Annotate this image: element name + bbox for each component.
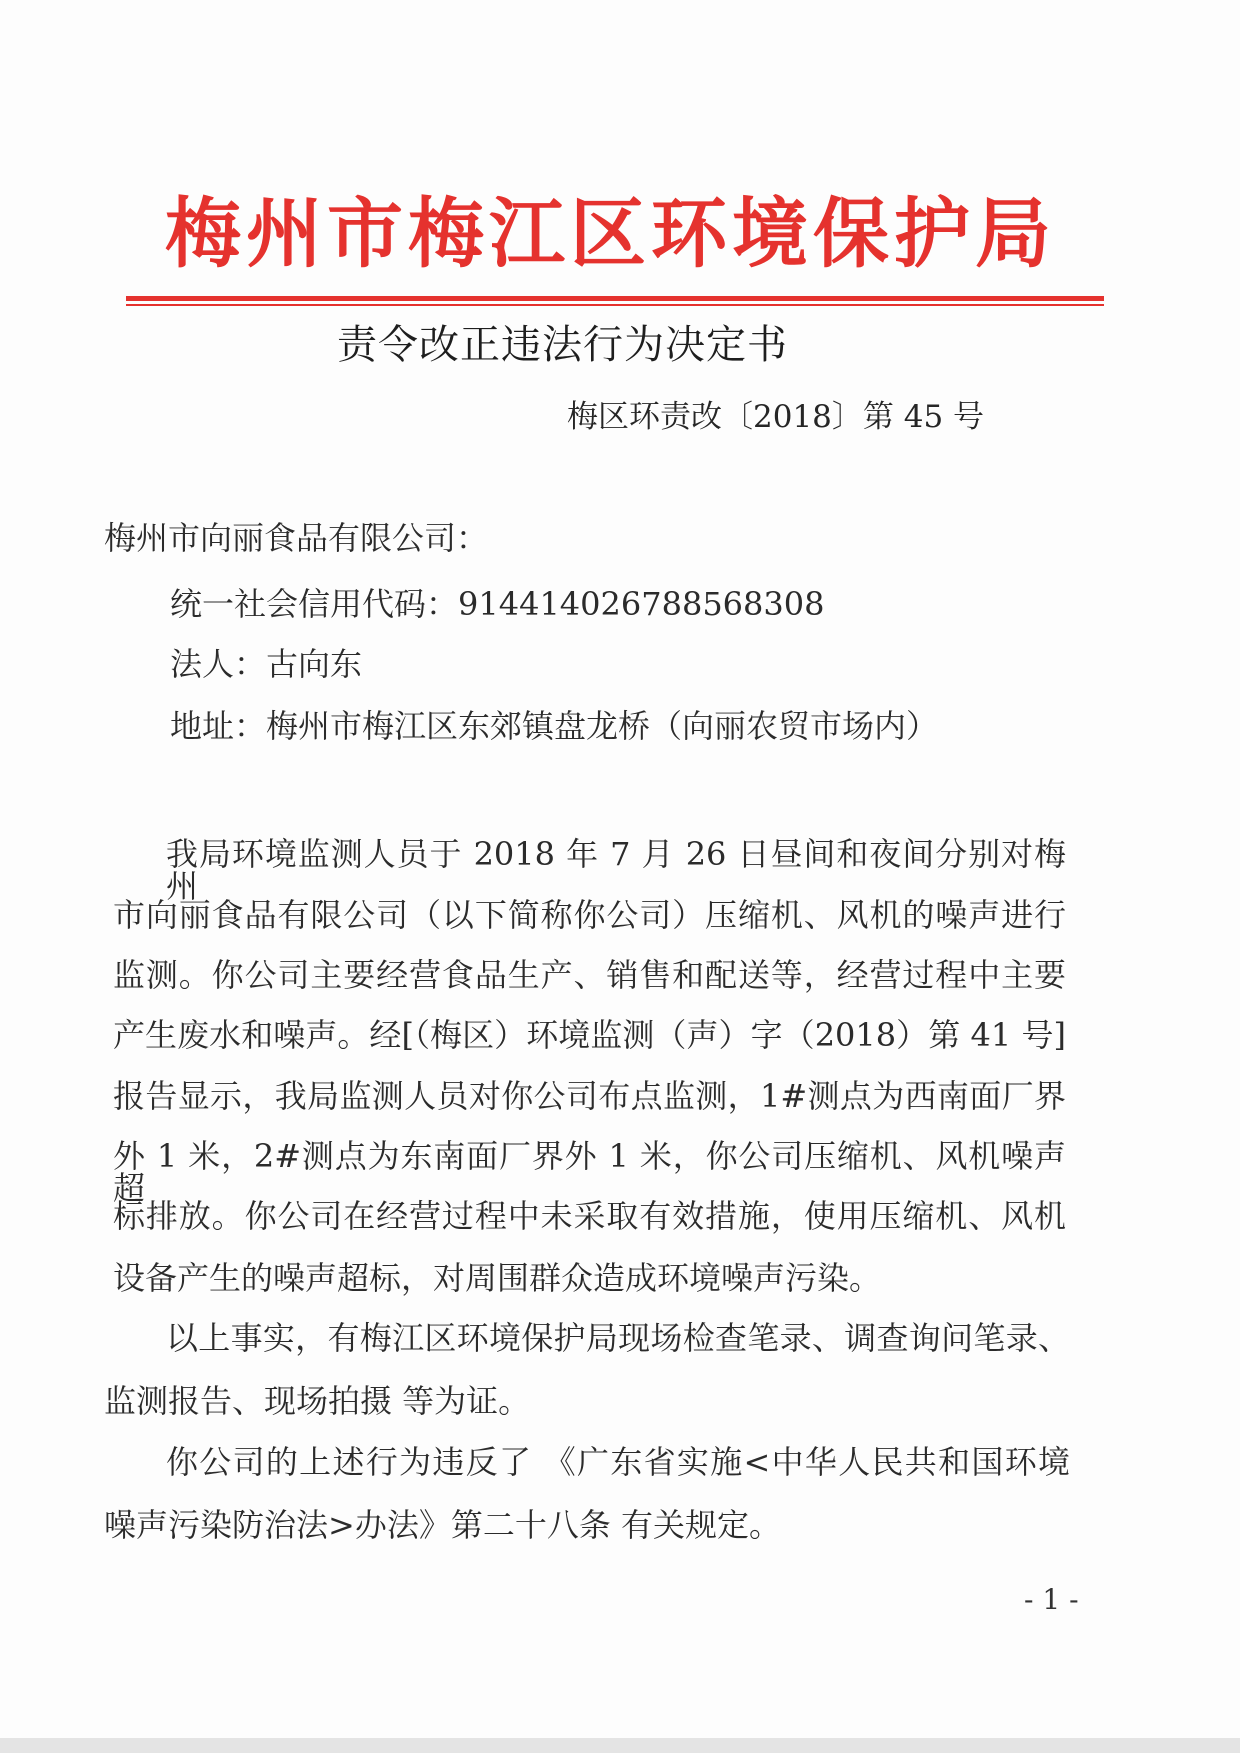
paragraph-line: 市向丽食品有限公司（以下简称你公司）压缩机、风机的噪声进行 xyxy=(113,896,1066,934)
paragraph-line: 以上事实，有梅江区环境保护局现场检查笔录、调查询问笔录、 xyxy=(166,1319,1070,1357)
address-line: 地址：梅州市梅江区东郊镇盘龙桥（向丽农贸市场内） xyxy=(170,707,939,745)
red-header-rule-thin xyxy=(126,304,1104,306)
recipient-company: 梅州市向丽食品有限公司： xyxy=(104,519,489,557)
paragraph-line: 噪声污染防治法>办法》第二十八条 有关规定。 xyxy=(104,1506,781,1544)
legal-person-line: 法人：古向东 xyxy=(170,645,363,683)
issuing-agency-title: 梅州市梅江区环境保护局 xyxy=(165,189,1056,278)
paragraph-line: 监测。你公司主要经营食品生产、销售和配送等，经营过程中主要 xyxy=(113,956,1066,994)
document-title: 责令改正违法行为决定书 xyxy=(337,322,788,368)
paragraph-line: 产生废水和噪声。经[（梅区）环境监测（声）字（2018）第 41 号] xyxy=(113,1016,1066,1054)
paragraph-line: 标排放。你公司在经营过程中未采取有效措施，使用压缩机、风机 xyxy=(113,1197,1066,1235)
scan-bottom-edge xyxy=(0,1738,1240,1753)
paragraph-line: 设备产生的噪声超标，对周围群众造成环境噪声污染。 xyxy=(113,1259,882,1297)
red-header-rule xyxy=(126,296,1104,301)
page-number: - 1 - xyxy=(1024,1583,1079,1616)
paragraph-line: 你公司的上述行为违反了 《广东省实施<中华人民共和国环境 xyxy=(166,1443,1070,1481)
paragraph-line: 报告显示，我局监测人员对你公司布点监测，1#测点为西南面厂界 xyxy=(113,1077,1066,1115)
paragraph-line: 监测报告、现场拍摄 等为证。 xyxy=(104,1382,531,1420)
paragraph-line: 外 1 米，2#测点为东南面厂界外 1 米，你公司压缩机、风机噪声超 xyxy=(113,1137,1066,1207)
credit-code-line: 统一社会信用代码：914414026788568308 xyxy=(170,585,825,623)
paragraph-line: 我局环境监测人员于 2018 年 7 月 26 日昼间和夜间分别对梅州 xyxy=(166,835,1066,905)
document-number: 梅区环责改〔2018〕第 45 号 xyxy=(567,399,985,435)
